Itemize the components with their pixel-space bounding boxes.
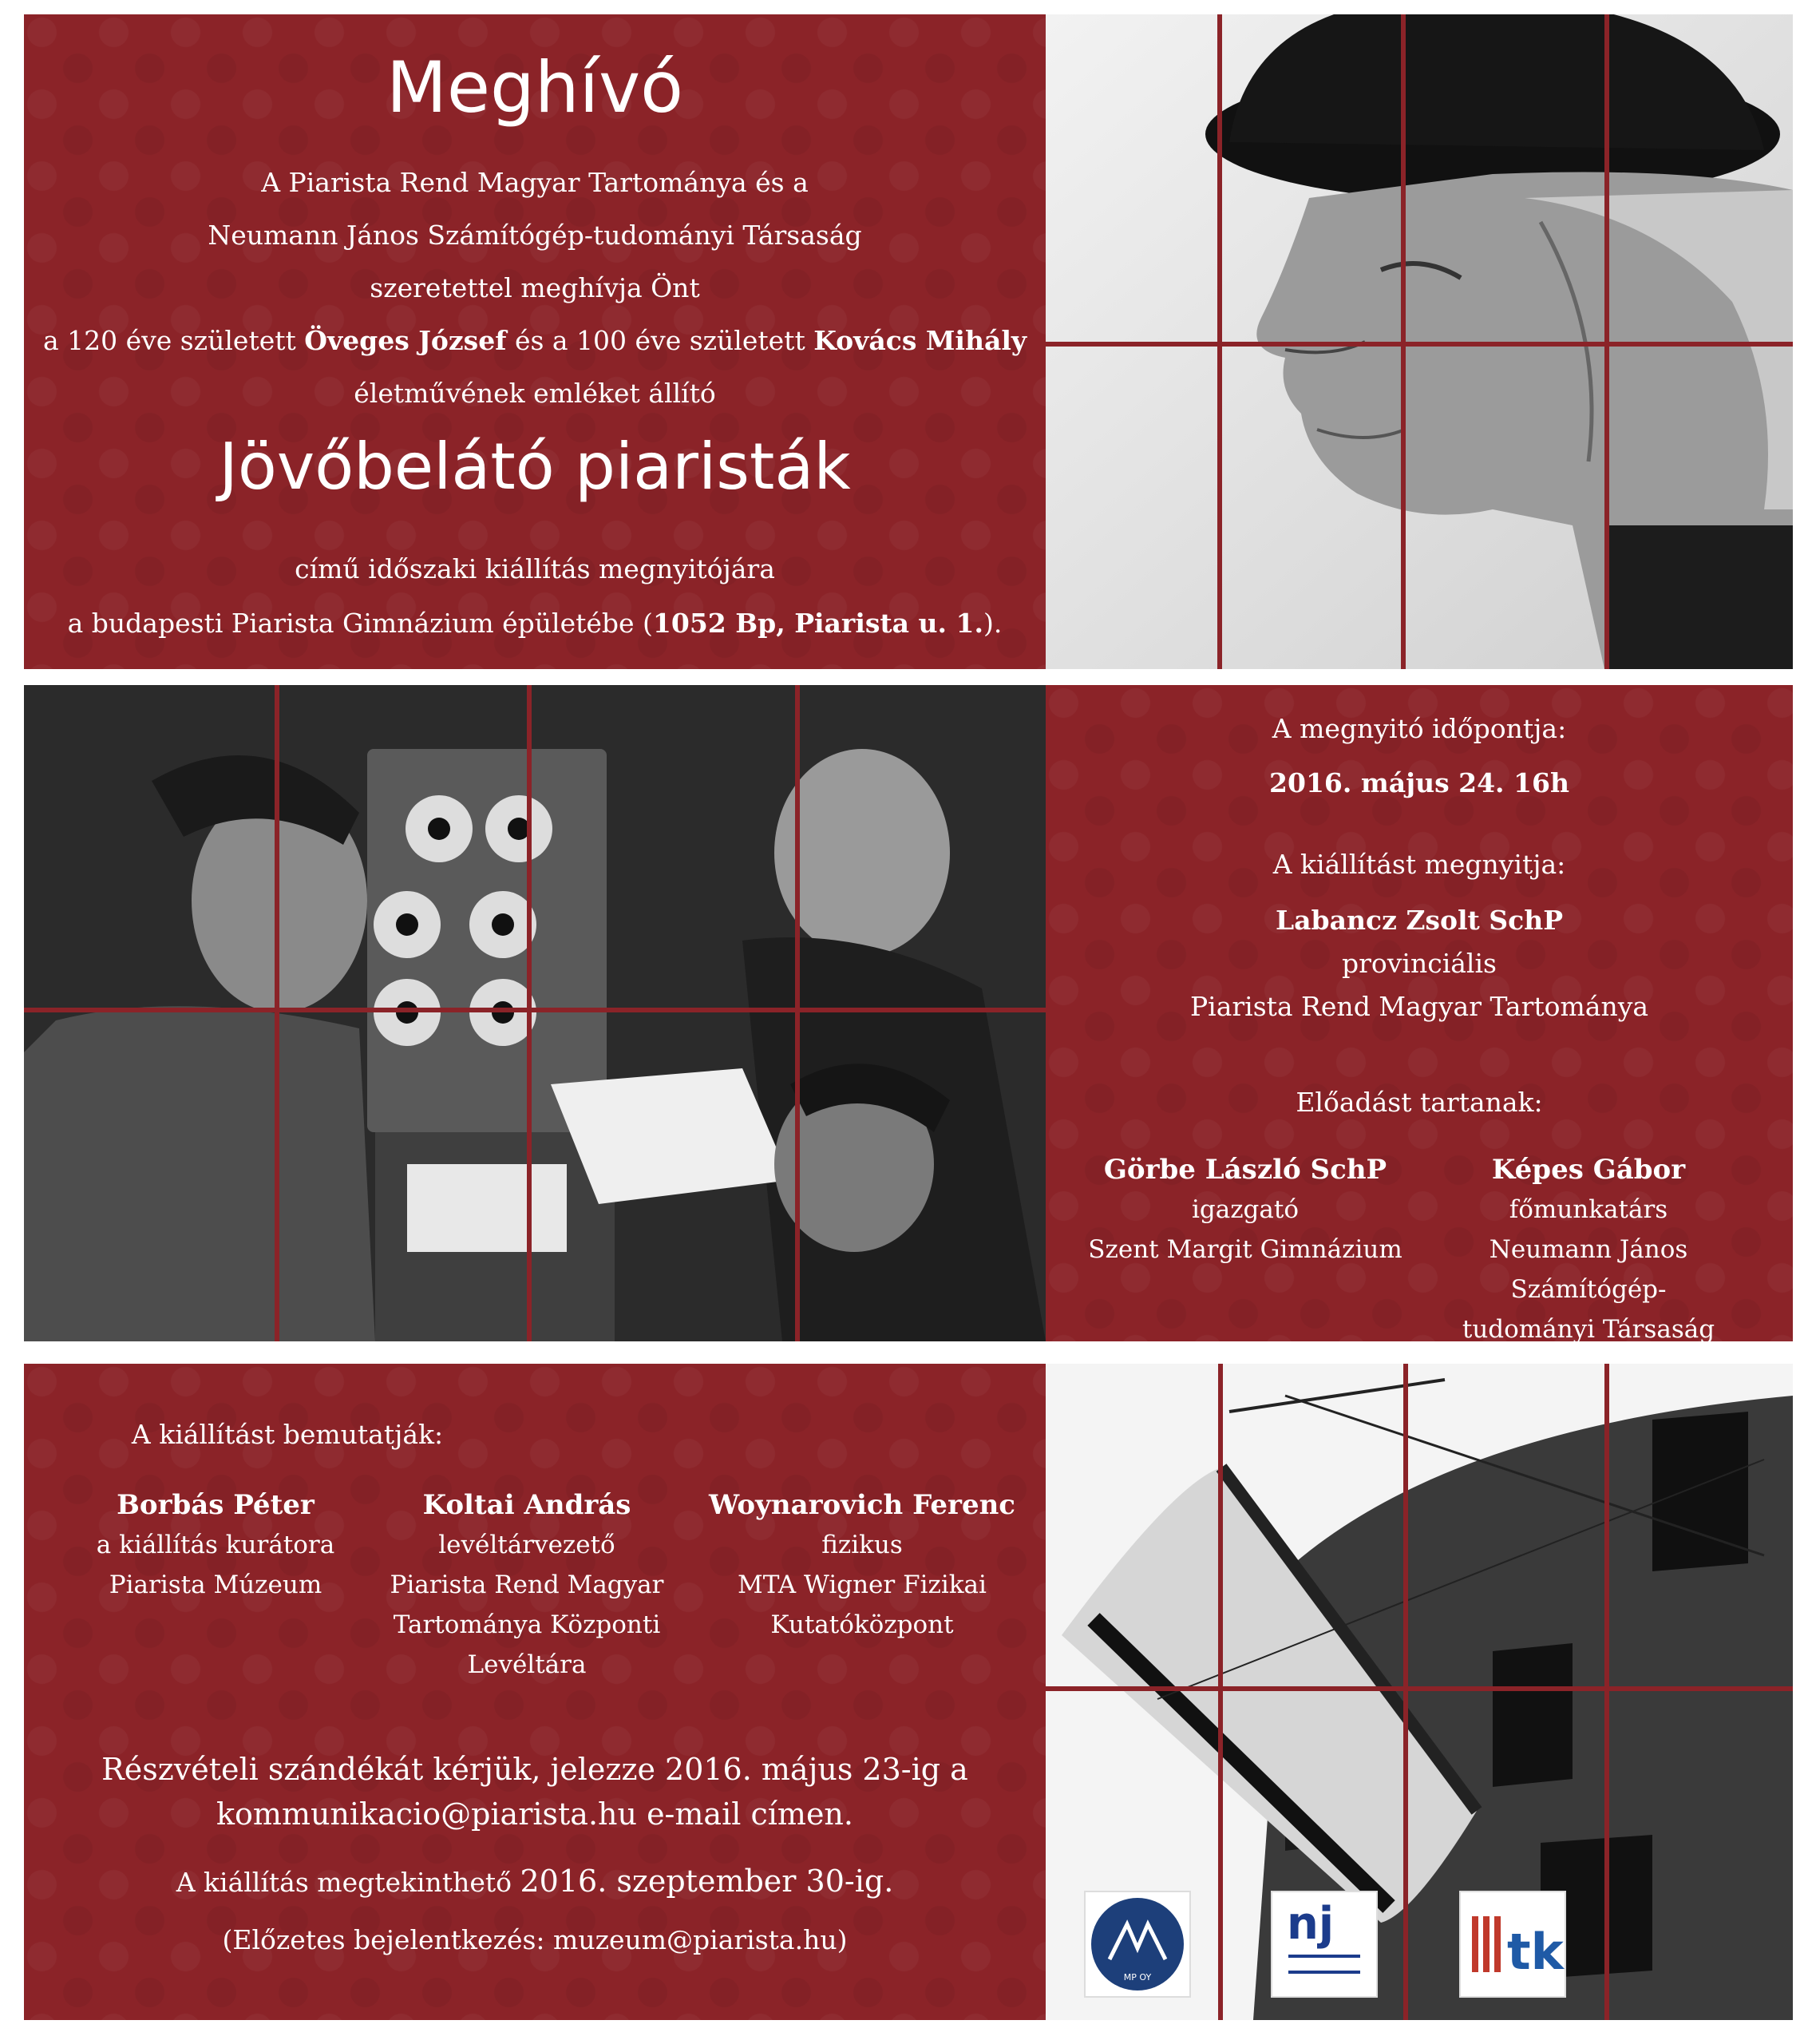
presenter-org: MTA Wigner Fizikai xyxy=(738,1571,987,1599)
lab-photo xyxy=(24,685,1046,1341)
invitation-line-6: című időszaki kiállítás megnyitójára xyxy=(295,553,775,584)
piarist-logo-text: MP OY xyxy=(1123,1972,1152,1983)
presenter-name: Koltai András xyxy=(422,1489,631,1521)
presenter-2 xyxy=(343,1485,710,1685)
invitation-line-1: A Piarista Rend Magyar Tartománya és a xyxy=(261,167,809,198)
invitation-line-7 xyxy=(24,597,1046,650)
opener-org: Piarista Rend Magyar Tartománya xyxy=(1189,991,1649,1022)
itk-logo xyxy=(1459,1891,1566,1998)
line4-prefix: a 120 éve született xyxy=(42,325,305,356)
invitation-line-3: szeretettel meghívja Önt xyxy=(370,272,700,303)
prereg-line: (Előzetes bejelentkezés: muzeum@piarista.hu) xyxy=(222,1924,848,1955)
speaker-1 xyxy=(1078,1150,1413,1270)
invitation-line-4 xyxy=(24,315,1046,367)
presenter-org-2: Tartománya Központi Levéltára xyxy=(393,1610,661,1679)
presenter-role: a kiállítás kurátora xyxy=(96,1531,335,1559)
opening-time-value: 2016. május 24. 16h xyxy=(1269,767,1569,798)
grid-line xyxy=(1218,1364,1223,2020)
speaker-org: Szent Margit Gimnázium xyxy=(1088,1235,1402,1264)
visit-date: 2016. szeptember 30-ig. xyxy=(520,1864,894,1899)
presenter-org-2: Kutatóközpont xyxy=(770,1610,954,1639)
presenter-name: Woynarovich Ferenc xyxy=(709,1489,1015,1521)
invitation-line-5: életművének emléket állító xyxy=(354,378,716,409)
building-photo xyxy=(1046,1364,1793,2020)
portrait-photo xyxy=(1046,14,1793,669)
opener-label: A kiállítást megnyitja: xyxy=(1272,849,1566,880)
speaker-role: főmunkatárs xyxy=(1509,1195,1668,1224)
invitation-line-2: Neumann János Számítógép-tudományi Társaság xyxy=(208,220,862,251)
opener-role: provinciális xyxy=(1342,948,1497,979)
line4-middle: és a 100 éve született xyxy=(506,325,814,356)
njszt-logo-text: nj xyxy=(1287,1898,1335,1950)
presenter-role: levéltárvezető xyxy=(438,1531,615,1559)
venue-address: 1052 Bp, Piarista u. 1. xyxy=(652,608,983,639)
rsvp-line-2: kommunikacio@piarista.hu e-mail címen. xyxy=(216,1796,853,1832)
visit-line xyxy=(24,1859,1046,1905)
opening-time-label: A megnyitó időpontja: xyxy=(1272,713,1567,744)
grid-line xyxy=(795,685,800,1341)
visit-prefix: A kiállítás megtekinthető xyxy=(176,1867,520,1898)
honoree-oveges: Öveges József xyxy=(304,325,507,356)
njszt-logo xyxy=(1271,1891,1378,1998)
venue-prefix: a budapesti Piarista Gimnázium épületébe ( xyxy=(67,608,653,639)
rsvp-line-1: Részvételi szándékát kérjük, jelezze 2016. május 23-ig a xyxy=(101,1752,968,1787)
grid-line xyxy=(1046,1686,1793,1691)
invitation-title: Meghívó xyxy=(386,46,684,129)
grid-line xyxy=(527,685,532,1341)
presenters-panel xyxy=(24,1364,1046,2020)
speaker-name: Képes Gábor xyxy=(1491,1154,1686,1186)
presenter-role: fizikus xyxy=(821,1531,903,1559)
presenter-org: Piarista Rend Magyar xyxy=(390,1571,664,1599)
grid-line xyxy=(24,1008,1046,1012)
presenter-name: Borbás Péter xyxy=(117,1489,315,1521)
opening-panel xyxy=(1046,685,1793,1344)
opener-name: Labancz Zsolt SchP xyxy=(1275,905,1564,936)
speaker-name: Görbe László SchP xyxy=(1103,1154,1387,1186)
grid-line xyxy=(1046,342,1793,347)
speaker-org-2: tudományi Társaság xyxy=(1462,1315,1715,1344)
honoree-kovacs: Kovács Mihály xyxy=(813,325,1027,356)
invitation-panel xyxy=(24,14,1046,669)
speakers-label: Előadást tartanak: xyxy=(1296,1087,1543,1118)
grid-line xyxy=(1604,1364,1609,2020)
piarist-logo xyxy=(1084,1891,1191,1998)
venue-suffix: ). xyxy=(983,608,1003,639)
speaker-org: Neumann János Számítógép- xyxy=(1489,1235,1688,1304)
grid-line xyxy=(1403,1364,1408,2020)
presenter-org: Piarista Múzeum xyxy=(109,1571,322,1599)
grid-line xyxy=(275,685,279,1341)
speaker-role: igazgató xyxy=(1191,1195,1300,1224)
presenter-1 xyxy=(48,1485,383,1605)
exhibition-title: Jövőbelátó piaristák xyxy=(219,430,851,504)
presenter-3 xyxy=(686,1485,1038,1645)
speaker-2 xyxy=(1413,1150,1764,1349)
itk-logo-text: tk xyxy=(1507,1923,1564,1981)
presenters-label: A kiállítást bemutatják: xyxy=(131,1419,444,1450)
